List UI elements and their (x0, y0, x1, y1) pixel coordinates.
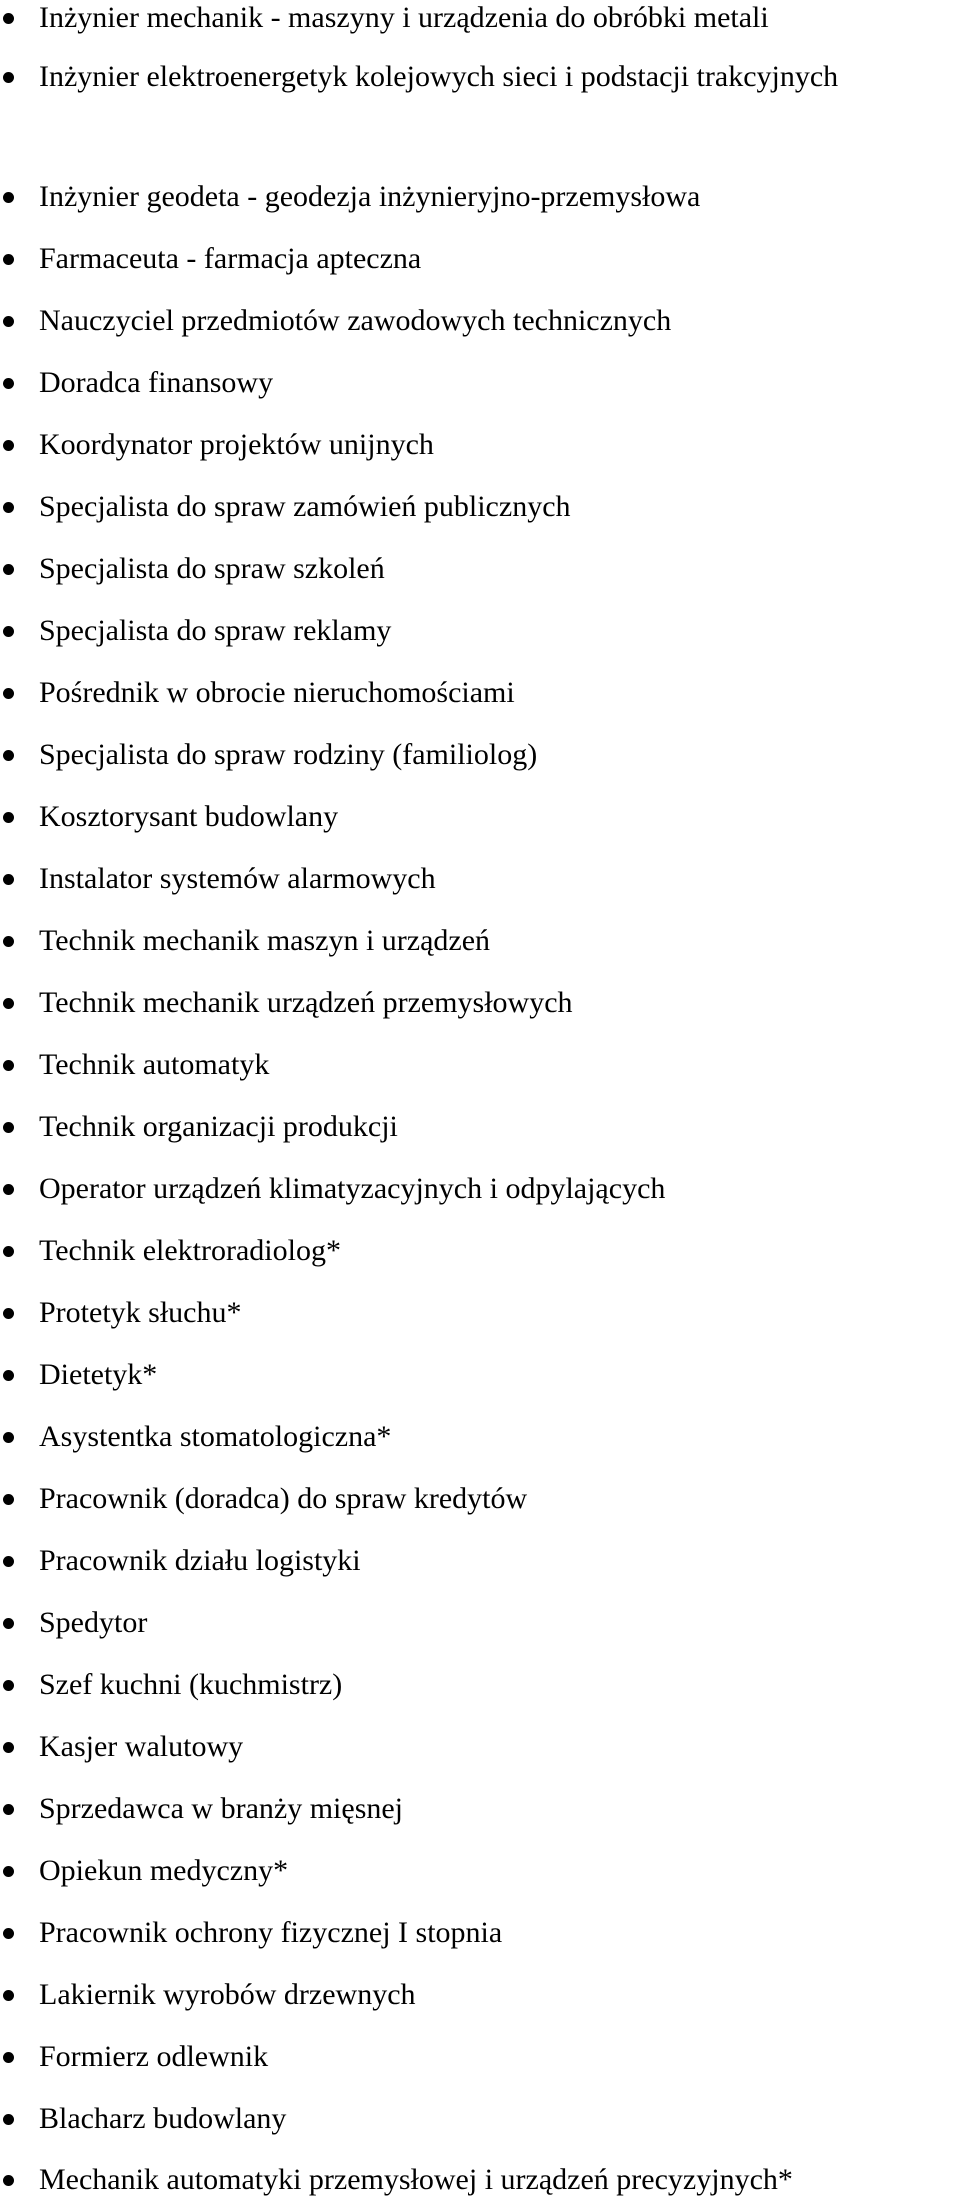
list-item-label: Asystentka stomatologiczna* (39, 1420, 392, 1453)
list-item-label: Koordynator projektów unijnych (39, 428, 434, 461)
list-item (0, 425, 960, 465)
list-item-label: Kosztorysant budowlany (39, 800, 339, 833)
bullet-icon (3, 1866, 14, 1877)
bullet-icon (3, 626, 14, 637)
bullet-icon (3, 1990, 14, 2001)
list-item (0, 549, 960, 589)
list-item-label: Inżynier geodeta - geodezja inżynieryjno-przemysłowa (39, 180, 701, 213)
list-item-label: Technik automatyk (39, 1048, 270, 1081)
bullet-icon (3, 936, 14, 947)
bullet-icon (3, 13, 14, 24)
list-item (0, 1913, 960, 1953)
list-item-label: Spedytor (39, 1606, 148, 1639)
bullet-icon (3, 564, 14, 575)
bullet-icon (3, 378, 14, 389)
bullet-icon (3, 1742, 14, 1753)
list-item (0, 177, 960, 217)
bullet-icon (3, 688, 14, 699)
list-item-label: Formierz odlewnik (39, 2040, 269, 2073)
bullet-icon (3, 1494, 14, 1505)
bullet-icon (3, 750, 14, 761)
list-item-label: Specjalista do spraw reklamy (39, 614, 392, 647)
list-item (0, 363, 960, 403)
bullet-icon (3, 1060, 14, 1071)
list-item (0, 1417, 960, 1457)
list-item (0, 487, 960, 527)
list-item-label: Specjalista do spraw rodziny (familiolog) (39, 738, 538, 771)
bullet-icon (3, 502, 14, 513)
list-item (0, 1355, 960, 1395)
list-item-label: Farmaceuta - farmacja apteczna (39, 242, 422, 275)
list-item (0, 1975, 960, 2015)
list-item-label: Technik mechanik urządzeń przemysłowych (39, 986, 573, 1019)
list-item (0, 1479, 960, 1519)
bullet-icon (3, 72, 14, 83)
bullet-icon (3, 1122, 14, 1133)
list-item (0, 921, 960, 961)
list-item (0, 1603, 960, 1643)
list-item (0, 2037, 960, 2077)
list-item-label: Inżynier elektroenergetyk kolejowych sieci i podstacji trakcyjnych (39, 60, 839, 93)
list-item-label: Protetyk słuchu* (39, 1296, 242, 1329)
list-item-label: Blacharz budowlany (39, 2102, 287, 2135)
list-item (0, 1851, 960, 1891)
bullet-icon (3, 1680, 14, 1691)
list-item-label: Operator urządzeń klimatyzacyjnych i odpylających (39, 1172, 666, 1205)
list-item-label: Doradca finansowy (39, 366, 274, 399)
bullet-icon (3, 254, 14, 265)
list-item (0, 859, 960, 899)
bullet-icon (3, 2114, 14, 2125)
list-item-label: Technik mechanik maszyn i urządzeń (39, 924, 491, 957)
list-item (0, 983, 960, 1023)
list-item-label: Specjalista do spraw szkoleń (39, 552, 385, 585)
list-item-label: Specjalista do spraw zamówień publicznych (39, 490, 571, 523)
list-item-label: Opiekun medyczny* (39, 1854, 289, 1887)
bullet-icon (3, 192, 14, 203)
bullet-icon (3, 874, 14, 885)
list-item-label: Technik elektroradiolog* (39, 1234, 341, 1267)
bullet-icon (3, 812, 14, 823)
list-item (0, 2160, 960, 2200)
bullet-icon (3, 1184, 14, 1195)
list-item-label: Technik organizacji produkcji (39, 1110, 398, 1143)
list-item-label: Pracownik ochrony fizycznej I stopnia (39, 1916, 503, 1949)
list-item (0, 735, 960, 775)
list-item-label: Szef kuchni (kuchmistrz) (39, 1668, 343, 1701)
list-item (0, 1789, 960, 1829)
bullet-icon (3, 2175, 14, 2186)
list-item (0, 1231, 960, 1271)
bullet-icon (3, 1432, 14, 1443)
bullet-icon (3, 1928, 14, 1939)
bullet-icon (3, 1804, 14, 1815)
list-item-label: Inżynier mechanik - maszyny i urządzenia do obróbki metali (39, 1, 769, 34)
list-item-label: Sprzedawca w branży mięsnej (39, 1792, 404, 1825)
bullet-icon (3, 1246, 14, 1257)
bullet-icon (3, 2052, 14, 2063)
list-item (0, 239, 960, 279)
list-item (0, 1169, 960, 1209)
bullet-icon (3, 440, 14, 451)
list-item (0, 0, 960, 38)
list-item-label: Pracownik działu logistyki (39, 1544, 361, 1577)
list-item-label: Mechanik automatyki przemysłowej i urządzeń precyzyjnych* (39, 2163, 793, 2196)
list-item-label: Kasjer walutowy (39, 1730, 244, 1763)
list-item (0, 673, 960, 713)
list-item-label: Nauczyciel przedmiotów zawodowych technicznych (39, 304, 672, 337)
list-item-label: Lakiernik wyrobów drzewnych (39, 1978, 416, 2011)
list-item-label: Pośrednik w obrocie nieruchomościami (39, 676, 515, 709)
bullet-icon (3, 1308, 14, 1319)
list-item (0, 1665, 960, 1705)
list-item (0, 57, 960, 97)
bullet-icon (3, 998, 14, 1009)
list-item (0, 1541, 960, 1581)
list-item-label: Pracownik (doradca) do spraw kredytów (39, 1482, 528, 1515)
list-item (0, 1045, 960, 1085)
bullet-icon (3, 1370, 14, 1381)
bullet-icon (3, 1618, 14, 1629)
list-item (0, 1727, 960, 1767)
list-item (0, 611, 960, 651)
list-item-label: Dietetyk* (39, 1358, 158, 1391)
list-item (0, 301, 960, 341)
bullet-icon (3, 1556, 14, 1567)
list-item (0, 2099, 960, 2139)
bullet-icon (3, 316, 14, 327)
list-item (0, 1107, 960, 1147)
list-item (0, 797, 960, 837)
list-item (0, 1293, 960, 1333)
list-item-label: Instalator systemów alarmowych (39, 862, 436, 895)
